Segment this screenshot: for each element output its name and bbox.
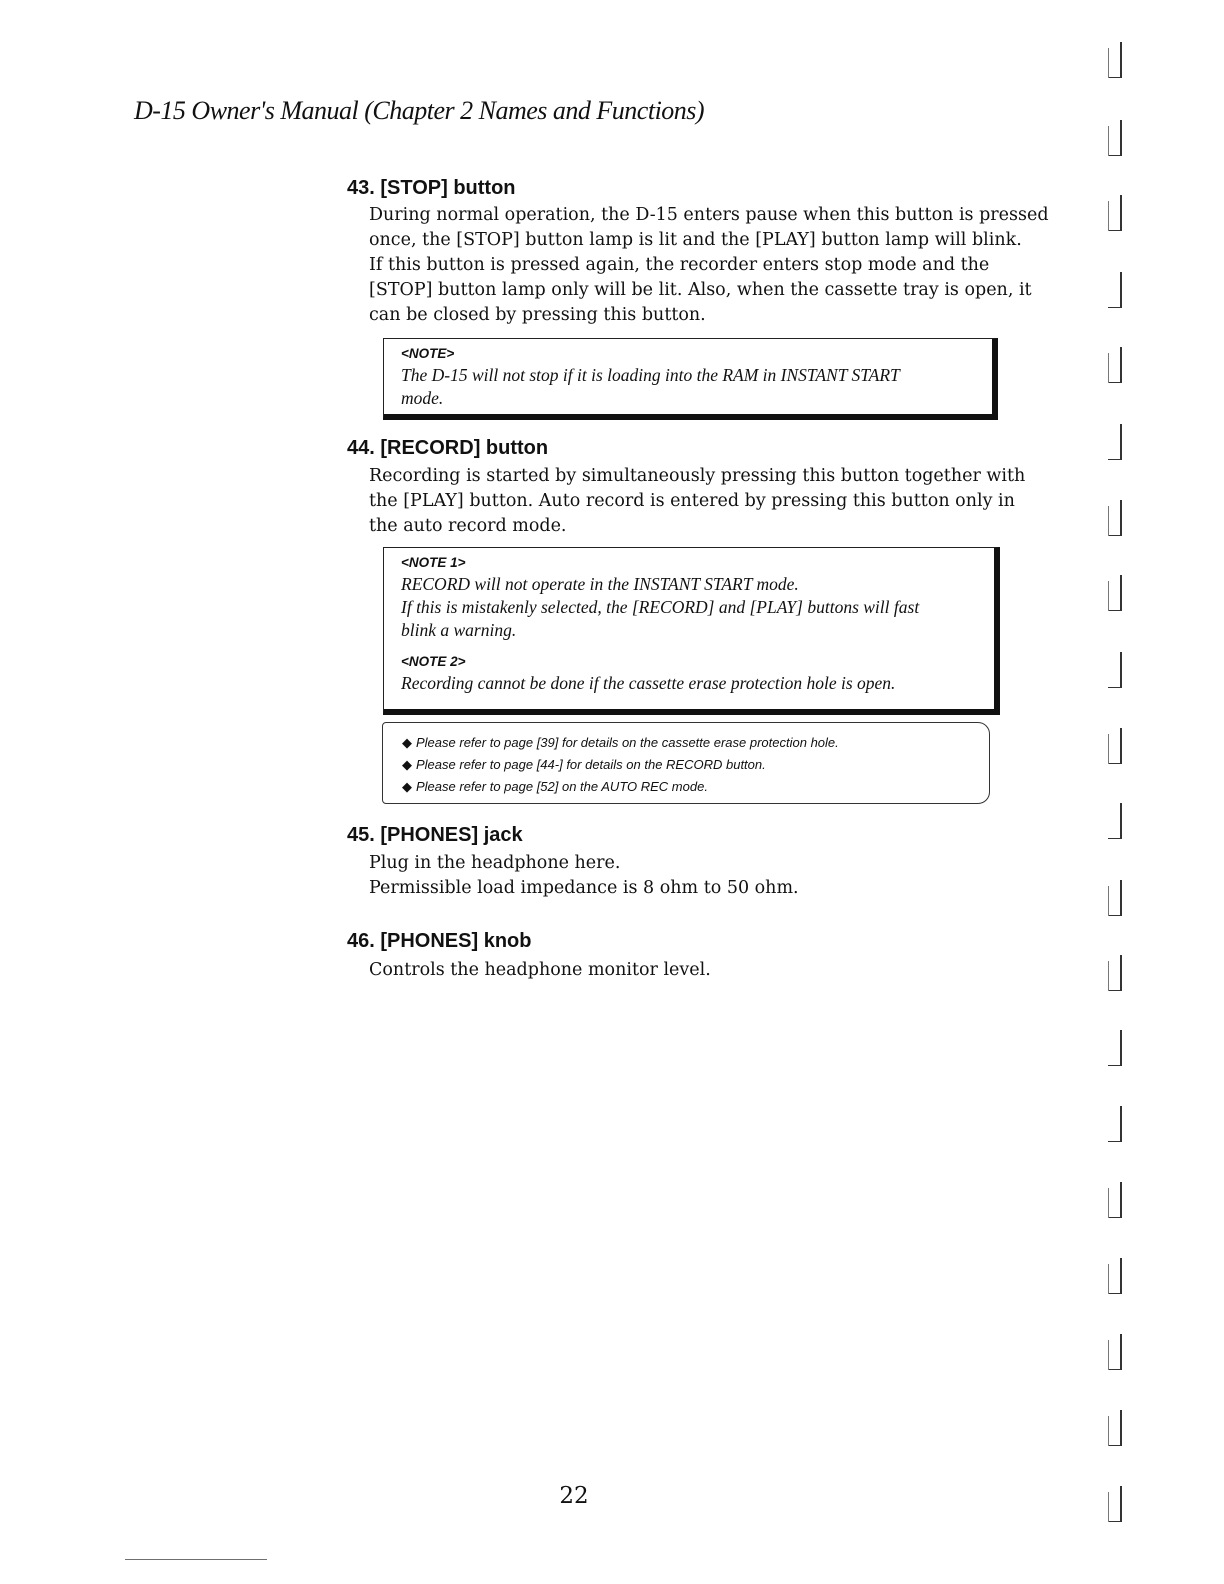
edge-mark (1105, 195, 1123, 231)
section-heading-record-button: 44. [RECORD] button (347, 437, 549, 459)
body-line: Permissible load impedance is 8 ohm to 50 ohm. (369, 878, 799, 898)
body-line: If this button is pressed again, the recorder enters stop mode and the (369, 255, 990, 275)
note-label: <NOTE 1> (401, 555, 466, 570)
footer-rule (125, 1559, 267, 1560)
note-line: RECORD will not operate in the INSTANT START mode. (401, 574, 799, 594)
edge-mark (1105, 347, 1123, 383)
reference-item (402, 754, 989, 776)
edge-mark (1105, 728, 1123, 764)
edge-mark (1105, 1486, 1123, 1522)
body-line: During normal operation, the D-15 enters pause when this button is pressed (369, 205, 1049, 225)
body-line: can be closed by pressing this button. (369, 305, 706, 325)
edge-mark (1105, 880, 1123, 916)
diamond-bullet-icon: ◆ (402, 757, 412, 772)
edge-mark (1105, 1030, 1123, 1066)
edge-mark (1105, 424, 1123, 460)
section-body-phones-knob (369, 958, 1015, 983)
page-number: 22 (559, 1483, 589, 1509)
edge-mark (1105, 803, 1123, 839)
body-line: Recording is started by simultaneously pressing this button together with (369, 466, 1026, 486)
reference-box (382, 722, 990, 804)
edge-mark (1105, 120, 1123, 156)
edge-mark (1105, 955, 1123, 991)
edge-mark (1105, 652, 1123, 688)
section-heading-stop-button: 43. [STOP] button (347, 177, 516, 199)
edge-mark (1105, 1410, 1123, 1446)
diamond-bullet-icon: ◆ (402, 779, 412, 794)
edge-mark (1105, 1334, 1123, 1370)
reference-text: Please refer to page [52] on the AUTO REC mode. (416, 779, 708, 794)
body-line: Controls the headphone monitor level. (369, 960, 711, 980)
edge-mark (1105, 1258, 1123, 1294)
section-heading-phones-jack: 45. [PHONES] jack (347, 824, 523, 846)
reference-text: Please refer to page [39] for details on the cassette erase protection hole. (416, 735, 839, 750)
binder-edge-marks (1105, 40, 1129, 1530)
body-line: Plug in the headphone here. (369, 853, 621, 873)
note-box-stop (383, 338, 998, 420)
note-line: If this is mistakenly selected, the [RECORD] and [PLAY] buttons will fast (401, 597, 920, 617)
body-line: [STOP] button lamp only will be lit. Also, when the cassette tray is open, it (369, 280, 1032, 300)
section-body-stop-button (369, 203, 1049, 328)
body-line: the auto record mode. (369, 516, 567, 536)
section-heading-phones-knob: 46. [PHONES] knob (347, 930, 532, 952)
note-box-record (383, 547, 1000, 715)
running-head: D-15 Owner's Manual (Chapter 2 Names and Functions) (134, 96, 705, 125)
diamond-bullet-icon: ◆ (402, 735, 412, 750)
edge-mark (1105, 575, 1123, 611)
section-body-record-button (369, 464, 1026, 539)
note-line: Recording cannot be done if the cassette erase protection hole is open. (401, 673, 896, 693)
reference-item (402, 776, 989, 798)
note-line: mode. (401, 388, 444, 408)
body-line: the [PLAY] button. Auto record is entered by pressing this button only in (369, 491, 1015, 511)
note-label: <NOTE> (401, 346, 455, 361)
edge-mark (1105, 500, 1123, 536)
edge-mark (1105, 42, 1123, 78)
body-line: once, the [STOP] button lamp is lit and the [PLAY] button lamp will blink. (369, 230, 1022, 250)
section-body-phones-jack (369, 851, 1015, 901)
edge-mark (1105, 1182, 1123, 1218)
note-label: <NOTE 2> (401, 654, 466, 669)
note-line: blink a warning. (401, 620, 517, 640)
reference-item (402, 732, 989, 754)
edge-mark (1105, 1106, 1123, 1142)
edge-mark (1105, 272, 1123, 308)
reference-text: Please refer to page [44-] for details on the RECORD button. (416, 757, 766, 772)
note-line: The D-15 will not stop if it is loading into the RAM in INSTANT START (401, 365, 900, 385)
